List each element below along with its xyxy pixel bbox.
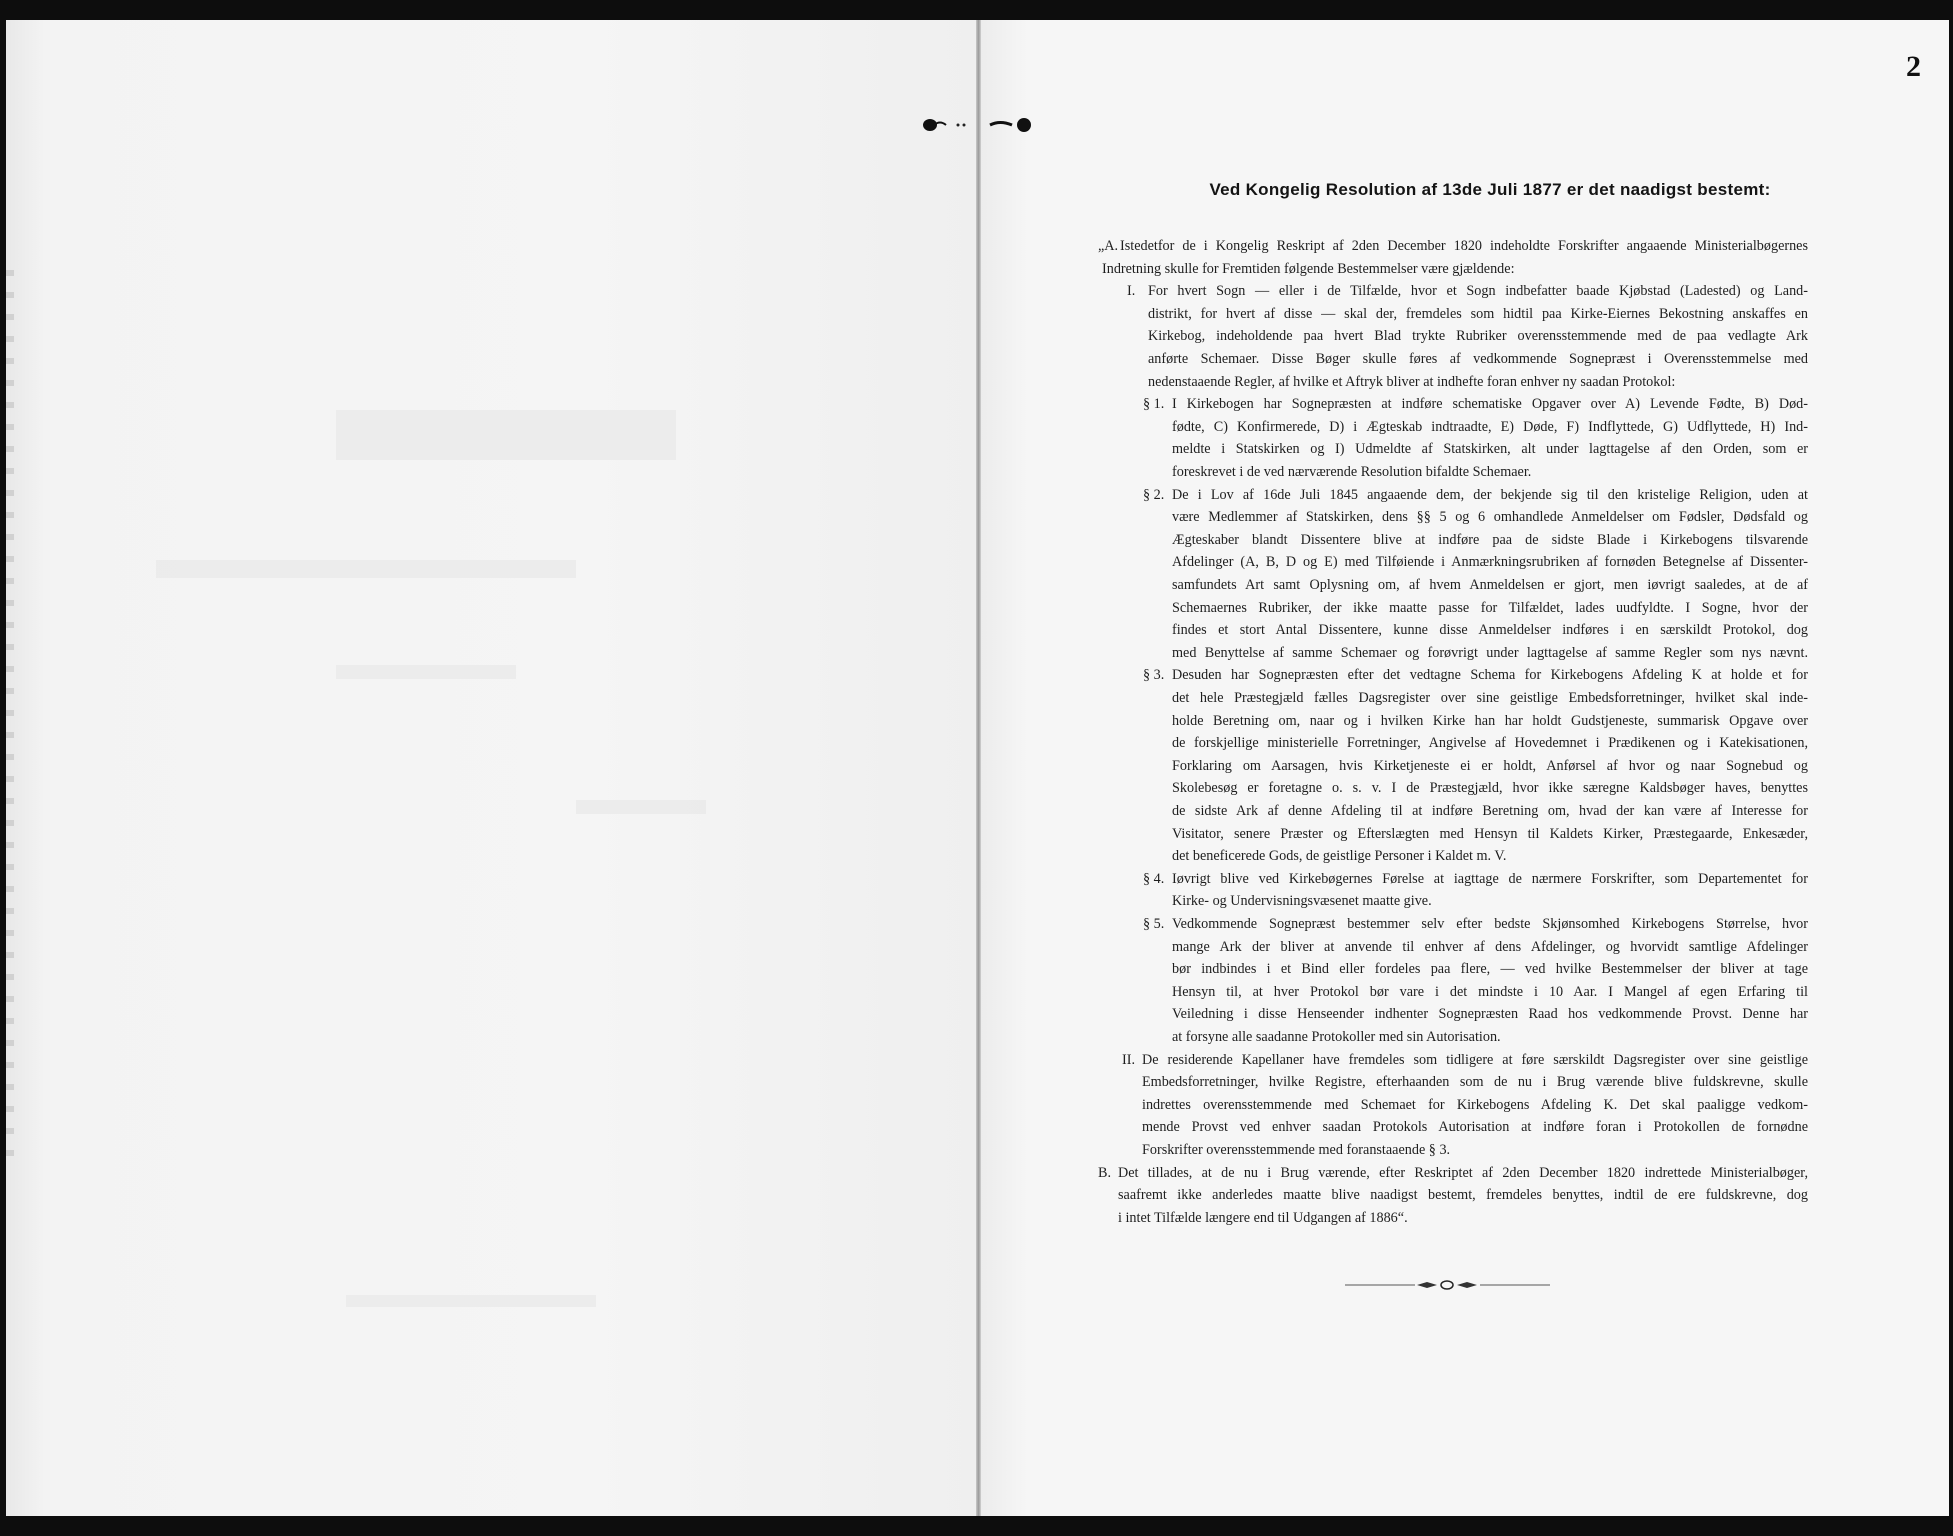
text-line: Embedsforretninger, hvilke Registre, efterhaanden som de nu i Brug værende blive fuldskrevne, skulle bbox=[1142, 1074, 1808, 1091]
text-line: Iøvrigt blive ved Kirkebøgernes Førelse at iagttage de nærmere Forskrifter, som Departementet for bbox=[1172, 870, 1808, 887]
text-line: Schemaernes Rubriker, der ikke maatte passe for Tilfældet, lades uudfyldte. I Sogne, hvor der bbox=[1172, 599, 1808, 616]
section-marker: § 2. bbox=[1143, 486, 1165, 503]
text-line: Visitator, senere Præster og Efterslægten med Hensyn til Kaldets Kirker, Præstegaarde, Enkesæder, bbox=[1172, 825, 1808, 842]
text-line: Istedetfor de i Kongelig Reskript af 2den December 1820 indeholdte Forskrifter angaaende Ministerialbøgernes bbox=[1120, 238, 1808, 254]
section-marker: § 3. bbox=[1143, 667, 1165, 684]
section-marker: § 5. bbox=[1143, 916, 1165, 932]
divider-ornament-icon bbox=[1345, 1278, 1550, 1292]
text-line: mende Provst ved enhver saadan Protokols Autorisation at indføre foran i Protokollen de fornødne bbox=[1142, 1119, 1808, 1136]
text-line: Indretning skulle for Fremtiden følgende Bestemmelser være gjældende: bbox=[1102, 260, 1515, 277]
section-marker: B. bbox=[1098, 1164, 1112, 1181]
bleed-through bbox=[336, 410, 676, 460]
text-line: bør indbindes i et Bind eller fordeles paa flere, — ved hvilke Bestemmelser der bliver at tage bbox=[1172, 961, 1808, 978]
section-marker: § 1. bbox=[1143, 396, 1165, 413]
text-line: Hensyn til, at hver Protokol bør vare i det mindste i 10 Aar. I Mangel af egen Erfaring til bbox=[1172, 983, 1808, 1000]
text-line: de forskjellige ministerielle Forretninger, Angivelse af Hovedemnet i Prædikenen og i Katekisationen, bbox=[1172, 735, 1808, 752]
section-marker: § 4. bbox=[1143, 870, 1165, 887]
text-line: det beneficerede Gods, de geistlige Personer i Kaldet m. V. bbox=[1172, 848, 1507, 865]
text-line: De residerende Kapellaner have fremdeles som tidligere at føre særskildt Dagsregister over sine geistlige bbox=[1142, 1051, 1808, 1068]
ornament-icon bbox=[920, 114, 1040, 136]
text-line: de sidste Ark af denne Afdeling til at indføre Beretning om, hvad der kan være af Interesse for bbox=[1172, 803, 1808, 819]
bleed-through bbox=[336, 665, 516, 679]
bleed-through bbox=[576, 800, 706, 814]
text-line: findes et stort Antal Dissentere, kunne disse Anmeldelser indføres i en særskildt Protokol, dog bbox=[1172, 622, 1808, 639]
section-marker: II. bbox=[1122, 1051, 1135, 1068]
text-line: holde Beretning om, naar og i hvilken Kirke han har holdt Gudstjeneste, summarisk Opgave over bbox=[1172, 712, 1808, 729]
text-line: Kirke- og Undervisningsvæsenet maatte give. bbox=[1172, 893, 1432, 910]
bleed-through bbox=[156, 560, 576, 578]
text-line: Skolebesøg er foretagne o. s. v. I de Præstegjæld, hvor ikke særegne Kaldsbøger haves, benyttes bbox=[1172, 780, 1808, 797]
text-line: Forskrifter overensstemmende med foranstaaende § 3. bbox=[1142, 1142, 1451, 1158]
bleed-through bbox=[346, 1295, 596, 1307]
text-line: Veiledning i disse Henseender indhenter Sognepræsten Raad hos vedkommende Provst. Denne har bbox=[1172, 1006, 1808, 1023]
page-edge bbox=[6, 270, 14, 1170]
text-line: Ægteskaber blandt Dissentere blive at indføre paa de sidste Blade i Kirkebogens tilsvarende bbox=[1172, 531, 1808, 548]
text-line: fødte, C) Konfirmerede, D) i Ægteskab indtraadte, E) Døde, F) Indflyttede, G) Udflyttede, H) Ind- bbox=[1172, 418, 1808, 435]
text-line: samfundets Art samt Oplysning om, af hvem Anmeldelsen er gjort, men iøvrigt saaledes, at de af bbox=[1172, 577, 1808, 593]
text-line: Kirkebog, indeholdende paa hvert Blad trykte Rubriker overensstemmende med de paa vedlagte Ark bbox=[1148, 328, 1808, 345]
document-heading: Ved Kongelig Resolution af 13de Juli 1877 er det naadigst bestemt: bbox=[1209, 180, 1771, 199]
section-marker: „A. bbox=[1098, 238, 1119, 254]
text-line: det hele Præstegjæld fælles Dagsregister over sine geistlige Embedsforretninger, hvilket skal inde- bbox=[1172, 690, 1808, 706]
text-line: foreskrevet i de ved nærværende Resolution bifaldte Schemaer. bbox=[1172, 464, 1532, 480]
book-gutter bbox=[976, 20, 981, 1516]
text-line: Vedkommende Sognepræst bestemmer selv efter bedste Skjønsomhed Kirkebogens Størrelse, hvor bbox=[1172, 916, 1808, 932]
text-line: med Benyttelse af samme Schemaer og forøvrigt under lagttagelse af samme Regler som nys nævnt. bbox=[1172, 644, 1808, 661]
text-line: at forsyne alle saadanne Protokoller med sin Autorisation. bbox=[1172, 1029, 1501, 1045]
text-line: Det tillades, at de nu i Brug værende, efter Reskriptet af 2den December 1820 indrettede Ministerialbøger, bbox=[1118, 1164, 1808, 1181]
text-line: anførte Schemaer. Disse Bøger skulle føres af vedkommende Sognepræst i Overensstemmelse med bbox=[1148, 351, 1808, 367]
text-line: Forklaring om Aarsagen, hvis Kirketjeneste ei er holdt, Anførsel af hvor og naar Sognebud og bbox=[1172, 757, 1808, 774]
text-line: For hvert Sogn — eller i de Tilfælde, hvor et Sogn indbefatter baade Kjøbstad (Ladested) og Land- bbox=[1148, 283, 1808, 300]
text-line: i intet Tilfælde længere end til Udgangen af 1886“. bbox=[1118, 1209, 1408, 1226]
text-line: saafremt ikke anderledes maatte blive naadigst bestemt, fremdeles benyttes, indtil de ere fuldskrevne, dog bbox=[1118, 1187, 1808, 1204]
text-line: mange Ark der bliver at anvende til enhver af dens Afdelinger, og hvorvidt samtlige Afdelinger bbox=[1172, 938, 1808, 955]
section-marker: I. bbox=[1127, 283, 1136, 300]
text-line: De i Lov af 16de Juli 1845 angaaende dem, der bekjende sig til den kristelige Religion, uden at bbox=[1172, 486, 1808, 503]
text-line: Afdelinger (A, B, D og E) med Tilføiende i Anmærkningsrubriken af fornøden Betegnelse af Dissenter- bbox=[1172, 554, 1808, 571]
text-line: nedenstaaende Regler, af hvilke et Aftryk bliver at indhefte foran enhver ny saadan Protokol: bbox=[1148, 373, 1676, 390]
text-line: indrettes overensstemmende med Schemaet for Kirkebogens Afdeling K. Det skal paaligge vedkom- bbox=[1142, 1096, 1808, 1113]
page-number: 2 bbox=[1906, 50, 1921, 83]
text-line: I Kirkebogen har Sognepræsten at indføre schematiske Opgaver over A) Levende Fødte, B) Død- bbox=[1172, 396, 1808, 413]
text-line: Desuden har Sognepræsten efter det vedtagne Schema for Kirkebogens Afdeling K at holde et for bbox=[1172, 667, 1808, 684]
left-page bbox=[6, 20, 978, 1516]
text-line: distrikt, for hvert af disse — skal der, fremdeles som hidtil paa Kirke-Eiernes Bekostning anskaffes en bbox=[1148, 305, 1808, 322]
text-line: være Medlemmer af Statskirken, dens §§ 5 og 6 omhandlede Anmeldelser om Fødsler, Dødsfald og bbox=[1172, 509, 1808, 526]
text-line: meldte i Statskirken og I) Udmeldte af Statskirken, alt under lagttagelse af den Orden, som er bbox=[1172, 441, 1808, 458]
